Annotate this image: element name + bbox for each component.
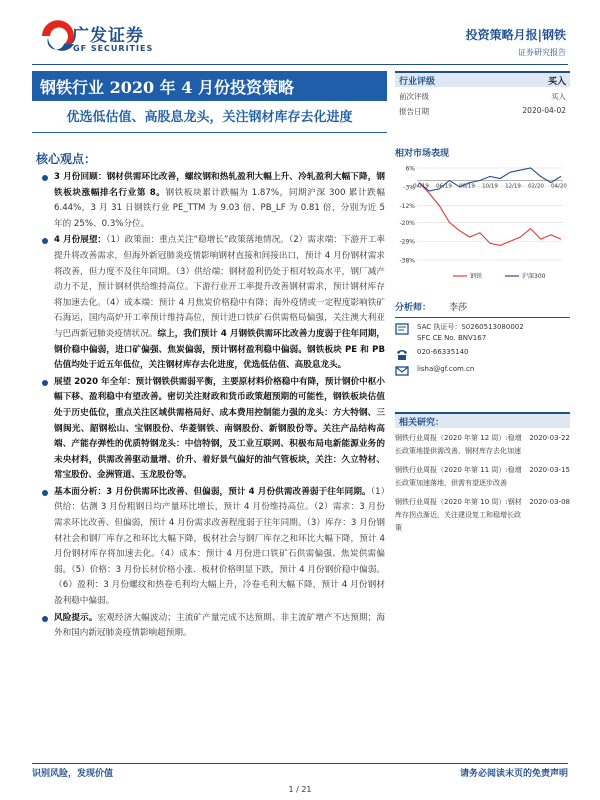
y-tick-label: -12% (399, 203, 415, 211)
paragraph-body: （1）政策面：重点关注“稳增长”政策落地情况。（2）需求端：下游开工率提升将改善需求，但海外新冠肺炎疫情影响钢材直接和间接出口，预计 4 月份钢材需求将改善，但力度不及往年同期。（3）供给端：钢材盈利仍处于相对较高水平，钢厂减产动力不足，预计钢材供给维持高位。下游行业开工率提升改善钢材需求，预计钢材库存将加速去化。（4）成本端：预计 4 月焦炭价格稳中有降；海外疫情或一定程度影响铁矿石海运，国内高炉开工率预计维持高位，预计进口铁矿石供需格局偏强，关注澳大利亚与巴西新冠肺炎疫情状况。 (54, 235, 385, 339)
series-line-steel (419, 183, 561, 246)
sac-number: SAC 执证号：S0260513080002 (417, 323, 524, 331)
rating-value: 买入 (547, 77, 566, 87)
bullet-icon (42, 380, 48, 386)
bullet-icon (42, 490, 48, 496)
related-item[interactable] (395, 496, 570, 535)
related-research-list (395, 432, 570, 541)
previous-rating-label: 前次评级 (399, 92, 429, 101)
x-tick-label: 06/19 (436, 183, 452, 190)
header-divider (32, 64, 568, 65)
footer-slogan: 识别风险，发现价值 (32, 769, 114, 779)
page-number: 1 / 21 (288, 785, 312, 794)
paragraph-body: 钢铁板块累计跌幅为 1.87%，同期沪深 300 累计跌幅 6.44%，3 月 31 日钢铁行业 PE_TTM 为 9.03 倍、PB_LF 为 0.81 倍，分别为近 5 年的 25%、0.3%分位。 (54, 187, 385, 229)
report-subtitle: 优选低估值、高股息龙头，关注钢材库存去化进度 (66, 110, 353, 125)
analyst-label: 分析师： (395, 303, 432, 313)
y-tick-label: -38% (399, 257, 415, 265)
paragraph-lead: 基本面分析：3 月份供需环比改善、但偏弱，预计 4 月份供需改善弱于往年同期。 (54, 486, 371, 497)
report-type: 投资策略月报|钢铁 (465, 28, 566, 42)
paragraph-april-outlook (40, 233, 385, 373)
logo-text-en: GF SECURITIES (73, 44, 154, 53)
paragraph-fundamentals (40, 485, 385, 610)
paragraph-march-review (40, 170, 385, 232)
phone-row (395, 347, 570, 361)
x-tick-label: 04/20 (551, 183, 567, 190)
report-title: 钢铁行业 2020 年 4 月份投资策略 (32, 71, 387, 101)
y-tick-label: -29% (399, 238, 415, 246)
report-subtype: 证券研究报告 (518, 48, 566, 57)
paragraph-2020-outlook (40, 375, 385, 484)
related-item-title[interactable]: 钢铁行业周报（2020 年第 11 周）:稳增长政策加速落地，供需有望逐步改善 (395, 466, 522, 487)
x-tick-label: 02/20 (528, 183, 544, 190)
analyst-divider (395, 317, 570, 318)
relative-performance-chart (395, 160, 570, 290)
paragraph-lead: 风险提示。 (54, 612, 98, 623)
mail-icon (395, 364, 409, 378)
rating-panel (395, 71, 570, 117)
paragraph-body: 预计钢铁供需弱平衡，主要原材料价格稳中有降，预计钢价中枢小幅下移、盈利稳中有望改善。密切关注财政和货币政策超预期的可能性，钢铁板块估值处于历史低位，重点关注区域供需格局好、成本费用控制能力强的龙头：方大特钢、三钢闽光、韶钢松山、宝钢股份、华菱钢铁、南钢股份、新钢股份等。关注产品结构高端、产能存弹性的优质特钢龙头：中信特钢，及工业互联网、积极布局电新能源业务的未央材料，供需改善驱动量增、价升、着好景气偏好的油气管板块，关注：久立特材、常宝股份、金洲管道、玉龙股份等。 (54, 376, 385, 481)
x-tick-label: 10/19 (482, 183, 498, 190)
report-date-row (395, 102, 570, 117)
footer-divider (32, 763, 568, 764)
related-item-date: 2020-03-08 (529, 498, 570, 506)
market-performance-title: 相对市场表现 (395, 149, 450, 159)
related-item-date: 2020-03-15 (529, 466, 570, 474)
subtitle-divider (32, 132, 387, 133)
footer-disclaimer: 请务必阅读末页的免责声明 (459, 769, 568, 779)
email-address[interactable]: lisha@gf.com.cn (417, 365, 475, 373)
sfc-number: SFC CE No. BNV167 (417, 334, 487, 342)
sac-row (395, 322, 570, 344)
y-tick-label: -3% (403, 184, 415, 192)
paragraph-tail: 综上，我们预计 4 月钢铁供需环比改善力度弱于往年同期，钢价稳中偏弱，进口矿偏强、焦炭偏弱，预计钢材盈利稳中偏弱。钢铁板块 PE 和 PB 估值均处于近五年低位，关注钢材库存去化进度，优选低估值、高股息龙头。 (54, 328, 385, 371)
analyst-name-row (395, 300, 570, 313)
paragraph-body: （1）供给：估测 3 月份粗钢日均产量环比增长，预计 4 月份维持高位。（2）需求：3 月份需求环比改善、但偏弱，预计 4 月份需求改善程度弱于往年同期。（3）库存：3 月份钢材社会和钢厂库存之和环比大幅下降，板材社会与钢厂库存之和环比大幅下降，预计 4 月份钢材库存将加速去化。（4）成本：预计 4 月份进口铁矿石供需偏强、焦炭供需偏弱。（5）价格：3 月份长材价格小涨、板材价格明显下跌，预计 4 月份钢价稳中偏弱。（6）盈利：3 月份螺纹和热卷毛利均大幅上升，冷卷毛利大幅下降，预计 4 月份钢材盈利稳中偏弱。 (54, 486, 386, 607)
x-tick-label: 04/19 (413, 183, 429, 190)
analyst-name: 李莎 (449, 303, 468, 313)
x-tick-label: 12/19 (505, 183, 521, 190)
analyst-info (395, 300, 570, 381)
paragraph-body: 宏观经济大幅波动；主流矿产量完成不达预期、非主流矿增产不达预期；海外和国内新冠肺炎疫情影响超预期。 (54, 612, 385, 639)
related-item-title[interactable]: 钢铁行业周报（2020 年第 12 周）:稳增长政策地提供需改善，钢材库存去化加速 (395, 434, 522, 455)
previous-rating-row (395, 87, 570, 102)
rating-label: 行业评级 (399, 77, 436, 87)
phone-number: 020-66335140 (417, 348, 469, 356)
paragraph-risk (40, 611, 385, 642)
core-views-title: 核心观点： (36, 152, 97, 166)
bullet-icon (42, 238, 48, 244)
previous-rating-value: 买入 (551, 92, 566, 101)
y-tick-label: 6% (405, 165, 415, 173)
report-date-value: 2020-04-02 (522, 106, 566, 115)
legend-label: 钢铁 (470, 273, 483, 280)
bullet-icon (42, 616, 48, 622)
legend-label: 沪深300 (522, 273, 546, 280)
report-date-label: 报告日期 (399, 107, 429, 116)
bullet-icon (42, 175, 48, 181)
y-tick-label: -20% (399, 219, 415, 227)
paragraph-lead: 3 月份回顾：钢材供需环比改善，螺纹钢和热轧盈利大幅上升、冷轧盈利大幅下降，钢铁板块涨幅排名行业第 8。 (54, 172, 385, 198)
certificate-icon (395, 322, 409, 336)
paragraph-lead: 4 月份展望： (54, 235, 107, 246)
email-row (395, 364, 570, 378)
logo-text-cn: 广发证券 (72, 26, 144, 46)
related-item-title[interactable]: 钢铁行业周报（2020 年第 10 周）:钢材库存拐点渐近，关注建设复工和稳增长政策 (395, 498, 522, 532)
rating-header (395, 71, 570, 87)
certificate-text (417, 322, 524, 344)
related-research-title: 相关研究： (395, 412, 570, 428)
phone-icon (395, 347, 409, 361)
paragraph-lead: 展望 2020 年全年： (54, 376, 136, 387)
related-item[interactable] (395, 464, 570, 490)
related-item-date: 2020-03-22 (529, 434, 570, 442)
report-header (0, 0, 600, 68)
core-views (40, 170, 385, 643)
related-item[interactable] (395, 432, 570, 458)
x-tick-label: 08/19 (459, 183, 475, 190)
